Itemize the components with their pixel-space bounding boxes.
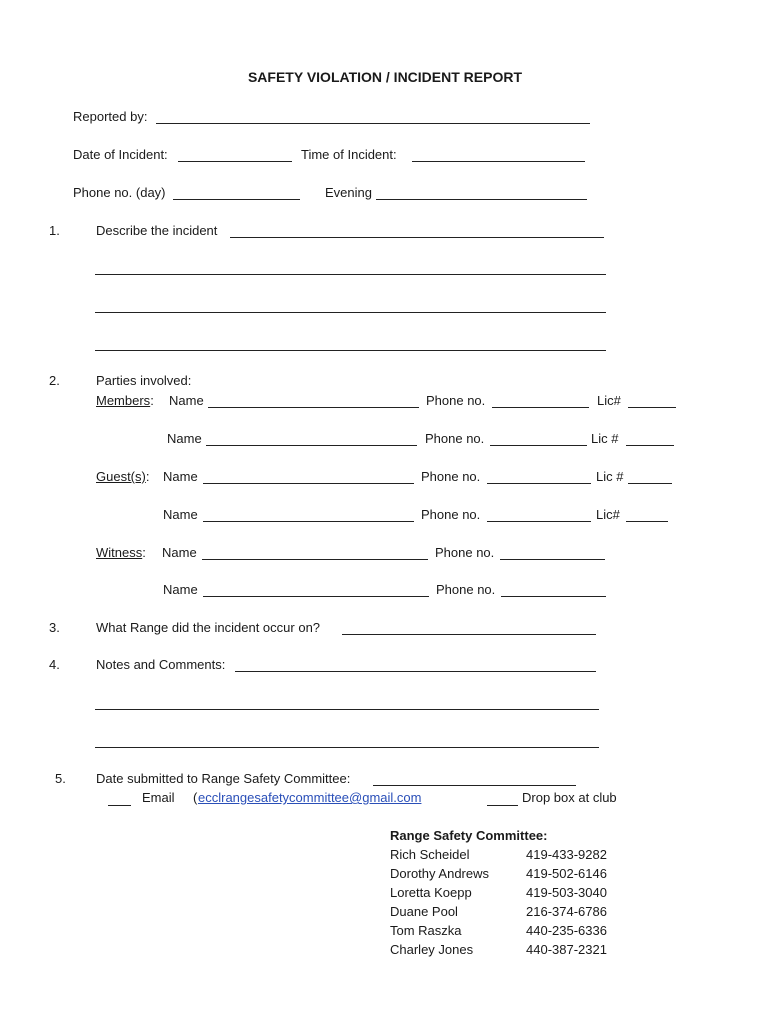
section-2-number: 2.: [49, 373, 60, 388]
notes-line-3[interactable]: [95, 747, 599, 748]
committee-member-name: Duane Pool: [390, 904, 458, 919]
guest-2-lic-field[interactable]: [626, 521, 668, 522]
time-of-incident-label: Time of Incident:: [301, 147, 397, 162]
guest-2-name-field[interactable]: [203, 521, 414, 522]
witness-1-phone-field[interactable]: [500, 559, 605, 560]
committee-member-phone: 440-235-6336: [526, 923, 607, 938]
committee-member-name: Loretta Koepp: [390, 885, 472, 900]
describe-incident-line-3[interactable]: [95, 312, 606, 313]
guest-1-lic-label: Lic #: [596, 469, 624, 484]
witness-label: Witness:: [96, 545, 146, 560]
notes-comments-field[interactable]: [235, 671, 596, 672]
witness-1-phone-label: Phone no.: [435, 545, 495, 560]
member-1-name-label: Name: [169, 393, 204, 408]
guests-label: Guest(s):: [96, 469, 150, 484]
committee-email-link[interactable]: ecclrangesafetycommittee@gmail.com: [198, 790, 422, 805]
committee-member-phone: 216-374-6786: [526, 904, 607, 919]
reported-by-field[interactable]: [156, 123, 590, 124]
guest-2-lic-label: Lic#: [596, 507, 620, 522]
committee-member-name: Rich Scheidel: [390, 847, 470, 862]
phone-day-field[interactable]: [173, 199, 300, 200]
describe-incident-line-2[interactable]: [95, 274, 606, 275]
evening-phone-field[interactable]: [376, 199, 587, 200]
email-open-paren: (: [193, 790, 198, 805]
committee-member-phone: 440-387-2321: [526, 942, 607, 957]
committee-heading: Range Safety Committee:: [390, 828, 548, 843]
member-2-phone-field[interactable]: [490, 445, 587, 446]
guest-1-name-field[interactable]: [203, 483, 414, 484]
date-submitted-field[interactable]: [373, 785, 576, 786]
guest-2-name-label: Name: [163, 507, 198, 522]
member-2-name-field[interactable]: [206, 445, 417, 446]
describe-incident-label: Describe the incident: [96, 223, 218, 238]
committee-member-name: Dorothy Andrews: [390, 866, 489, 881]
notes-line-2[interactable]: [95, 709, 599, 710]
section-5-number: 5.: [55, 771, 66, 786]
guest-1-phone-label: Phone no.: [421, 469, 481, 484]
witness-2-name-label: Name: [163, 582, 198, 597]
dropbox-checkbox-line[interactable]: [487, 805, 518, 806]
time-of-incident-field[interactable]: [412, 161, 585, 162]
describe-incident-line-4[interactable]: [95, 350, 606, 351]
evening-label: Evening: [325, 185, 372, 200]
guest-2-phone-label: Phone no.: [421, 507, 481, 522]
guest-1-lic-field[interactable]: [628, 483, 672, 484]
member-2-lic-field[interactable]: [626, 445, 674, 446]
guest-2-phone-field[interactable]: [487, 521, 591, 522]
describe-incident-field[interactable]: [230, 237, 604, 238]
section-3-number: 3.: [49, 620, 60, 635]
witness-1-name-field[interactable]: [202, 559, 428, 560]
members-label: Members:: [96, 393, 154, 408]
email-option-label: Email: [142, 790, 175, 805]
witness-1-name-label: Name: [162, 545, 197, 560]
notes-comments-label: Notes and Comments:: [96, 657, 226, 672]
member-1-name-field[interactable]: [208, 407, 419, 408]
range-field[interactable]: [342, 634, 596, 635]
member-2-lic-label: Lic #: [591, 431, 619, 446]
reported-by-label: Reported by:: [73, 109, 148, 124]
committee-member-phone: 419-433-9282: [526, 847, 607, 862]
witness-2-phone-label: Phone no.: [436, 582, 496, 597]
committee-member-name: Charley Jones: [390, 942, 474, 957]
member-2-name-label: Name: [167, 431, 202, 446]
page-title: SAFETY VIOLATION / INCIDENT REPORT: [247, 69, 523, 85]
witness-2-name-field[interactable]: [203, 596, 429, 597]
member-1-phone-field[interactable]: [492, 407, 589, 408]
email-checkbox-line[interactable]: [108, 805, 131, 806]
member-1-lic-field[interactable]: [628, 407, 676, 408]
date-of-incident-label: Date of Incident:: [73, 147, 168, 162]
committee-member-phone: 419-502-6146: [526, 866, 607, 881]
guest-1-name-label: Name: [163, 469, 198, 484]
parties-involved-label: Parties involved:: [96, 373, 192, 388]
dropbox-option-label: Drop box at club: [522, 790, 617, 805]
member-1-phone-label: Phone no.: [426, 393, 486, 408]
committee-member-name: Tom Raszka: [390, 923, 462, 938]
date-of-incident-field[interactable]: [178, 161, 292, 162]
committee-member-phone: 419-503-3040: [526, 885, 607, 900]
range-question-label: What Range did the incident occur on?: [96, 620, 321, 635]
section-4-number: 4.: [49, 657, 60, 672]
guest-1-phone-field[interactable]: [487, 483, 591, 484]
member-2-phone-label: Phone no.: [425, 431, 485, 446]
member-1-lic-label: Lic#: [597, 393, 621, 408]
date-submitted-label: Date submitted to Range Safety Committee:: [96, 771, 351, 786]
section-1-number: 1.: [49, 223, 60, 238]
phone-day-label: Phone no. (day): [73, 185, 166, 200]
witness-2-phone-field[interactable]: [501, 596, 606, 597]
